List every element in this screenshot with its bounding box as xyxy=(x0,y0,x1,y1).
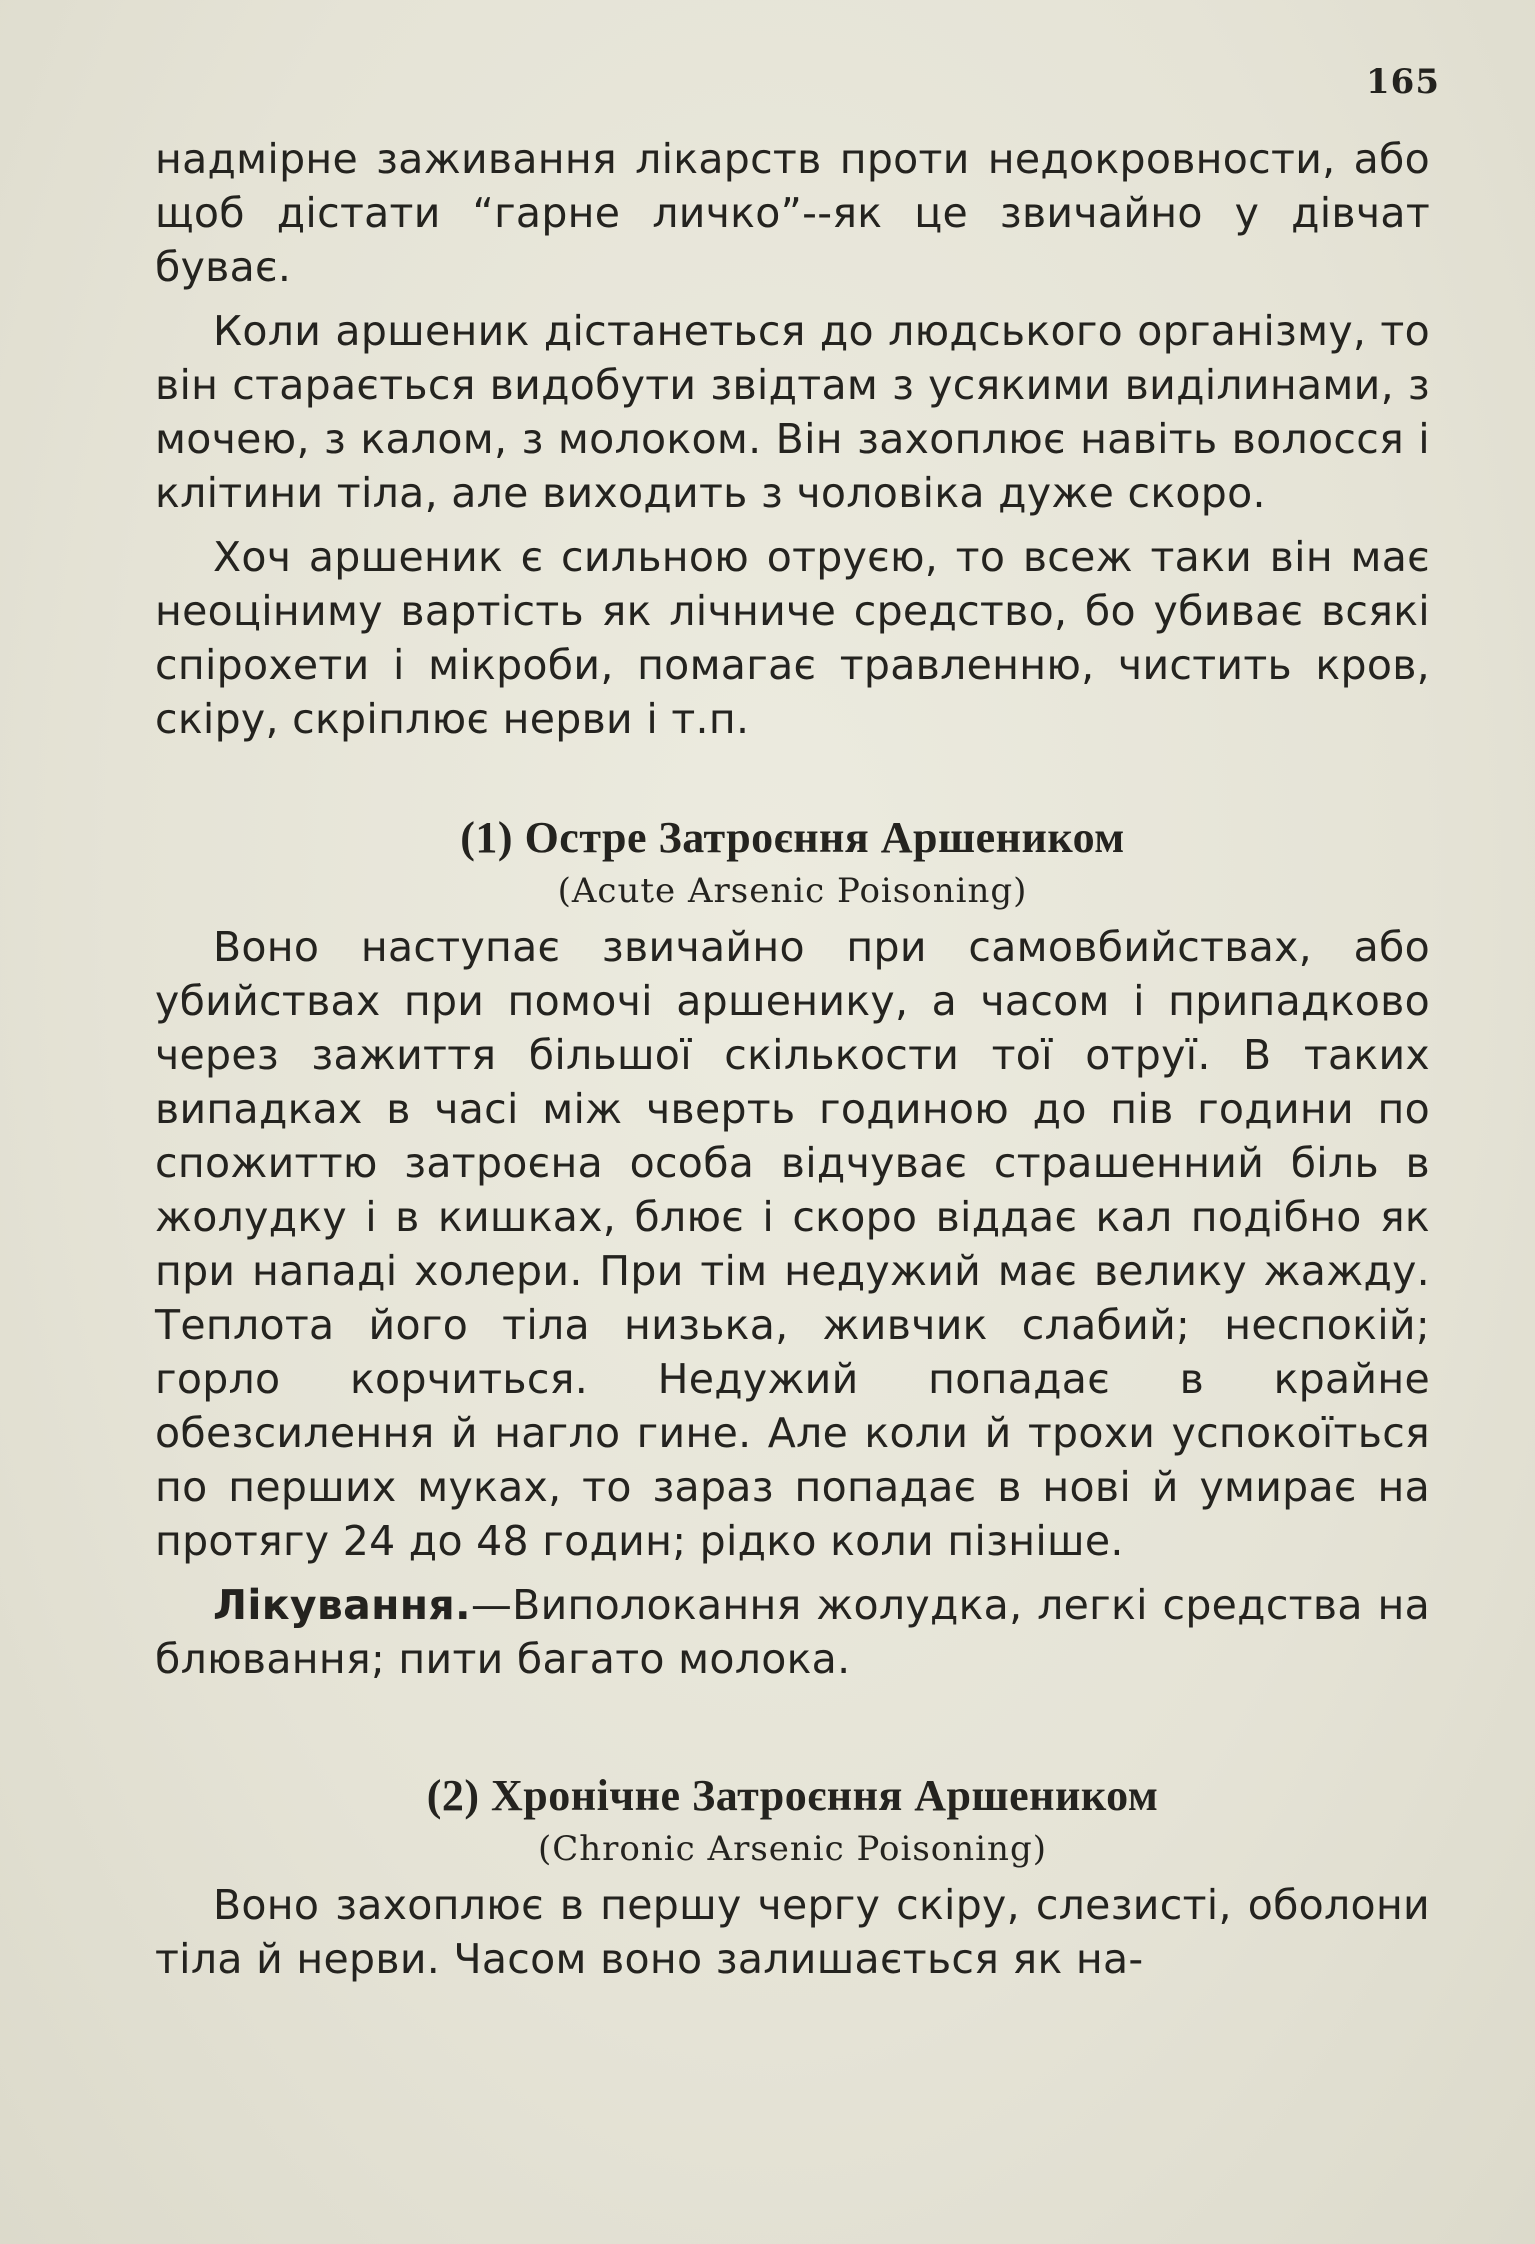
treatment-label: Лікування. xyxy=(213,1581,471,1629)
page-body xyxy=(155,132,1430,1986)
page-number: 165 xyxy=(1366,62,1440,102)
treatment-text: —Виполокання жолудка, легкі средства на блювання; пити багато молока. xyxy=(155,1581,1430,1683)
section-1-treatment xyxy=(155,1578,1430,1686)
section-2-subtitle: (Chronic Arsenic Poisoning) xyxy=(538,1829,1047,1869)
section-2-title: (2) Хронічне Затроєння Аршеником xyxy=(426,1771,1159,1820)
section-1-body: Воно наступає звичайно при самовбийствах, або убийствах при помочі аршенику, а часом і припадково через зажиття більшої скількости тої отруї. В таких випадках в часі між чверть годиною до пів години по спожиттю затроєна особа відчуває страшенний біль в жолудку і в кишках, блює і скоро віддає кал подібно як при нападі холери. При тім недужий має велику жажду. Теплота його тіла низька, живчик слабий; неспокій; горло корчиться. Недужий попадає в крайне обезсилення й нагло гине. Але коли й трохи успокоїться по перших муках, то зараз попадає в нові й умирає на протягу 24 до 48 годин; рідко коли пізніше. xyxy=(155,923,1430,1565)
section-1-title: (1) Остре Затроєння Аршеником xyxy=(460,813,1125,862)
section-2-body: Воно захоплює в першу чергу скіру, слезисті, оболони тіла й нерви. Часом воно залишається як на- xyxy=(155,1881,1430,1983)
paragraph-arsenic-medicinal-value: Хоч аршеник є сильною отруєю, то всеж таки він має неоціниму вартість як лічниче средство, бо убиває всякі спірохети і мікроби, помагає травленню, чистить кров, скіру, скріплює нерви і т.п. xyxy=(155,533,1430,743)
paragraph-continuation: надмірне заживання лікарств проти недокровности, або щоб дістати “гарне личко”--як це звичайно у дівчат буває. xyxy=(155,135,1430,291)
section-chronic-poisoning xyxy=(155,1768,1430,1986)
section-acute-poisoning xyxy=(155,810,1430,1686)
section-1-subtitle: (Acute Arsenic Poisoning) xyxy=(557,871,1028,911)
paragraph-arsenic-elimination: Коли аршеник дістанеться до людського організму, то він старається видобути звідтам з усякими виділинами, з мочею, з калом, з молоком. Він захоплює навіть волосся і клітини тіла, але виходить з чоловіка дуже скоро. xyxy=(155,307,1430,517)
